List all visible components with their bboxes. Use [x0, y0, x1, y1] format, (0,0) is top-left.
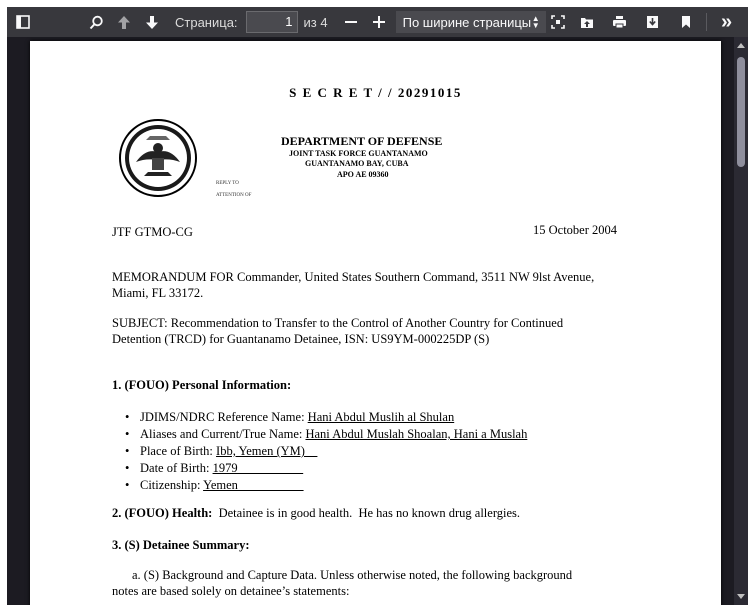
scroll-down-arrow-icon[interactable] — [737, 594, 745, 599]
subject-line-2: Detention (TRCD) for Guantanamo Detainee, ISN: US9YM-000225DP (S) — [112, 332, 490, 346]
subject-line-1: SUBJECT: Recommendation to Transfer to the Control of Another Country for Continued — [112, 316, 564, 330]
zoom-out-button[interactable] — [334, 7, 368, 37]
zoom-select-value: По ширине страницы — [402, 14, 532, 30]
search-button[interactable] — [83, 7, 109, 37]
open-file-button[interactable] — [570, 7, 604, 37]
toolbar-separator — [706, 13, 707, 31]
previous-page-button[interactable] — [109, 7, 139, 37]
section-3-title: 3. (S) Detainee Summary: — [112, 538, 250, 552]
document-viewer[interactable] — [7, 37, 748, 605]
paragraph-a-line-1: a. (S) Background and Capture Data. Unless otherwise noted, the following background — [132, 568, 573, 582]
classification-header: S E C R E T / / 20291015 — [289, 85, 462, 100]
sidebar-icon — [16, 15, 30, 29]
apo-line: APO AE 09360 — [337, 170, 389, 179]
arrow-down-icon — [145, 15, 159, 30]
fullscreen-icon — [551, 15, 565, 29]
scroll-up-arrow-icon[interactable] — [737, 43, 745, 48]
minus-icon — [345, 16, 357, 28]
list-item: • Date of Birth: 1979 — [122, 460, 527, 477]
memo-for-line-2: Miami, FL 33172. — [112, 286, 204, 300]
attention-of-label: ATTENTION OF — [216, 193, 252, 198]
memo-for-line-1: MEMORANDUM FOR Commander, United States Southern Command, 3511 NW 9lst Avenue, — [112, 270, 595, 284]
printer-icon — [612, 15, 627, 29]
personal-info-list — [122, 409, 527, 494]
dod-seal-logo — [118, 118, 198, 198]
page-number-input[interactable]: 1 — [246, 11, 298, 33]
zoom-in-button[interactable] — [368, 7, 390, 37]
bookmark-button[interactable] — [670, 7, 702, 37]
arrow-up-icon — [117, 15, 131, 30]
department-title: DEPARTMENT OF DEFENSE — [281, 134, 443, 148]
toolbar — [7, 7, 748, 37]
unit-line: JOINT TASK FORCE GUANTANAMO — [289, 149, 428, 158]
more-tools-button[interactable]: » — [721, 10, 733, 33]
save-icon — [646, 15, 659, 29]
sidebar-toggle-button[interactable] — [7, 7, 39, 37]
download-button[interactable] — [636, 7, 670, 37]
presentation-mode-button[interactable] — [546, 7, 570, 37]
list-item: • Place of Birth: Ibb, Yemen (YM) — [122, 443, 527, 460]
list-item: • JDIMS/NDRC Reference Name: Hani Abdul Muslih al Shulan — [122, 409, 527, 426]
section-2-title: 2. (FOUO) Health: — [112, 506, 213, 520]
paragraph-a-line-2: notes are based solely on detainee’s statements: — [112, 584, 350, 598]
list-item: • Aliases and Current/True Name: Hani Abdul Muslah Shoalan, Hani a Muslah — [122, 426, 527, 443]
section-2-text: Detainee is in good health. He has no known drug allergies. — [212, 506, 521, 520]
open-file-icon — [580, 15, 594, 29]
section-1-title: 1. (FOUO) Personal Information: — [112, 378, 292, 392]
list-item: • Citizenship: Yemen — [122, 477, 527, 494]
page-label: Страница: — [175, 14, 238, 30]
zoom-select[interactable] — [396, 11, 546, 33]
scroll-thumb[interactable] — [737, 57, 745, 167]
reply-to-label: REPLY TO — [216, 181, 239, 186]
memo-date: 15 October 2004 — [533, 223, 618, 237]
select-arrows-icon: ▲ ▼ — [531, 14, 540, 30]
bookmark-icon — [681, 15, 691, 29]
page-count-label: из 4 — [303, 14, 328, 30]
print-button[interactable] — [604, 7, 636, 37]
plus-icon — [373, 16, 385, 28]
vertical-scrollbar[interactable] — [734, 37, 748, 605]
location-line: GUANTANAMO BAY, CUBA — [305, 159, 409, 168]
pdf-page — [30, 41, 721, 605]
next-page-button[interactable] — [139, 7, 165, 37]
search-icon — [89, 15, 104, 30]
section-2 — [112, 506, 520, 521]
memo-from: JTF GTMO-CG — [112, 225, 193, 239]
